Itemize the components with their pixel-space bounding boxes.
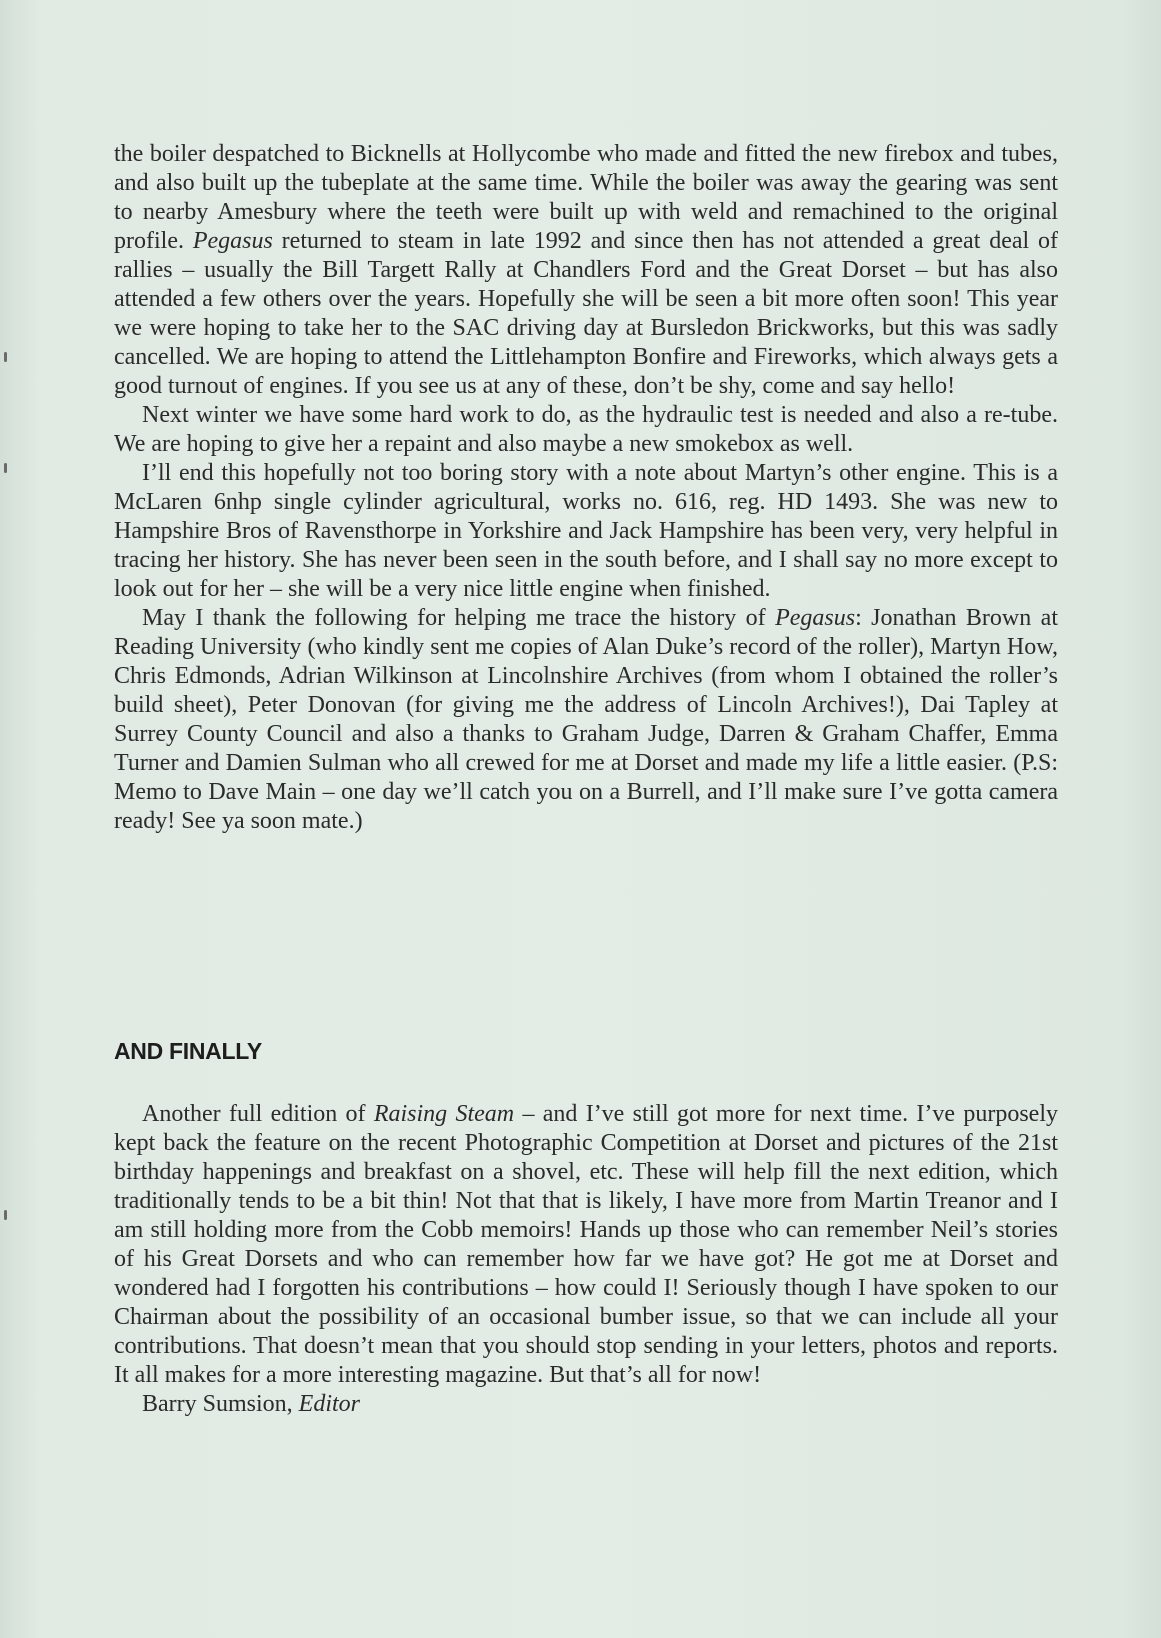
editor-name: Barry Sumsion, xyxy=(142,1391,299,1417)
article-continuation xyxy=(114,140,1058,836)
magazine-title: Raising Steam xyxy=(373,1101,515,1127)
text-run: Another full edition of xyxy=(142,1101,374,1127)
article-paragraph-2: Next winter we have some hard work to do, as the hydraulic test is needed and also a re-tube. We are hoping to give her a repaint and also maybe a new smokebox as well. xyxy=(114,402,1058,457)
text-run: – and I’ve still got more for next time. I’ve purposely kept back the feature on the recent Photographic Competition at Dorset and pictures of the 21st birthday happenings and breakfast on a shovel, etc. These will help fill the next edition, which traditionally tends to be a bit thin! Not that that is likely, I have more from Martin Treanor and I am still holding more from the Cobb memoirs! Hands up those who can remember Neil’s stories of his Great Dorsets and who can remember how far we have got? He got me at Dorset and wondered had I forgotten his contributions – how could I! Seriously though I have spoken to our Chairman about the possibility of an occasional bumber issue, so that we can include all your contributions. That doesn’t mean that you should stop sending in your letters, photos and reports. It all makes for a more interesting magazine. But that’s all for now! xyxy=(114,1101,1059,1388)
editor-signature xyxy=(114,1390,1058,1419)
binding-mark xyxy=(4,1210,7,1220)
section-heading: AND FINALLY xyxy=(114,1038,262,1064)
and-finally-section xyxy=(114,1100,1058,1419)
text-run: the boiler despatched to Bicknells at Hollycombe who made and fitted the new firebox and tubes, and also built up the tubeplate at the same time. While the boiler was away the gearing was sent to nearby Amesbury where the teeth were built up with weld and remachined to the original profile. xyxy=(114,141,1058,254)
text-run: returned to steam in late 1992 and since then has not attended a great deal of rallies – usually the Bill Targett Rally at Chandlers Ford and the Great Dorset – but has also attended a few others over the years. Hopefully she will be seen a bit more often soon! This year we were hoping to take her to the SAC driving day at Bursledon Brickworks, but this was sadly cancelled. We are hoping to attend the Littlehampton Bonfire and Fireworks, which always gets a good turnout of engines. If you see us at any of these, don’t be shy, come and say hello! xyxy=(114,228,1059,399)
text-run: : Jonathan Brown at Reading University (who kindly sent me copies of Alan Duke’s record of the roller), Martyn How, Chris Edmonds, Adrian Wilkinson at Lincolnshire Archives (from whom I obtained the roller’s build sheet), Peter Donovan (for giving me the address of Lincoln Archives!), Dai Tapley at Surrey County Council and also a thanks to Graham Judge, Darren & Graham Chaffer, Emma Turner and Damien Sulman who all crewed for me at Dorset and made my life a little easier. (P.S: Memo to Dave Main – one day we’ll catch you on a Burrell, and I’ll make sure I’ve gotta camera ready! See ya soon mate.) xyxy=(114,605,1058,834)
editor-paragraph xyxy=(114,1100,1058,1390)
engine-name: Pegasus xyxy=(192,228,273,254)
article-paragraph-1 xyxy=(114,140,1058,401)
article-paragraph-3: I’ll end this hopefully not too boring story with a note about Martyn’s other engine. This is a McLaren 6nhp single cylinder agricultural, works no. 616, reg. HD 1493. She was new to Hampshire Bros of Ravensthorpe in Yorkshire and Jack Hampshire has been very, very helpful in tracing her history. She has never been seen in the south before, and I shall say no more except to look out for her – she will be a very nice little engine when finished. xyxy=(114,460,1058,602)
article-paragraph-4 xyxy=(114,604,1058,836)
text-run: May I thank the following for helping me trace the history of xyxy=(142,605,776,631)
binding-mark xyxy=(4,352,7,362)
binding-mark xyxy=(4,463,7,473)
editor-role: Editor xyxy=(298,1391,361,1417)
engine-name: Pegasus xyxy=(775,605,856,631)
